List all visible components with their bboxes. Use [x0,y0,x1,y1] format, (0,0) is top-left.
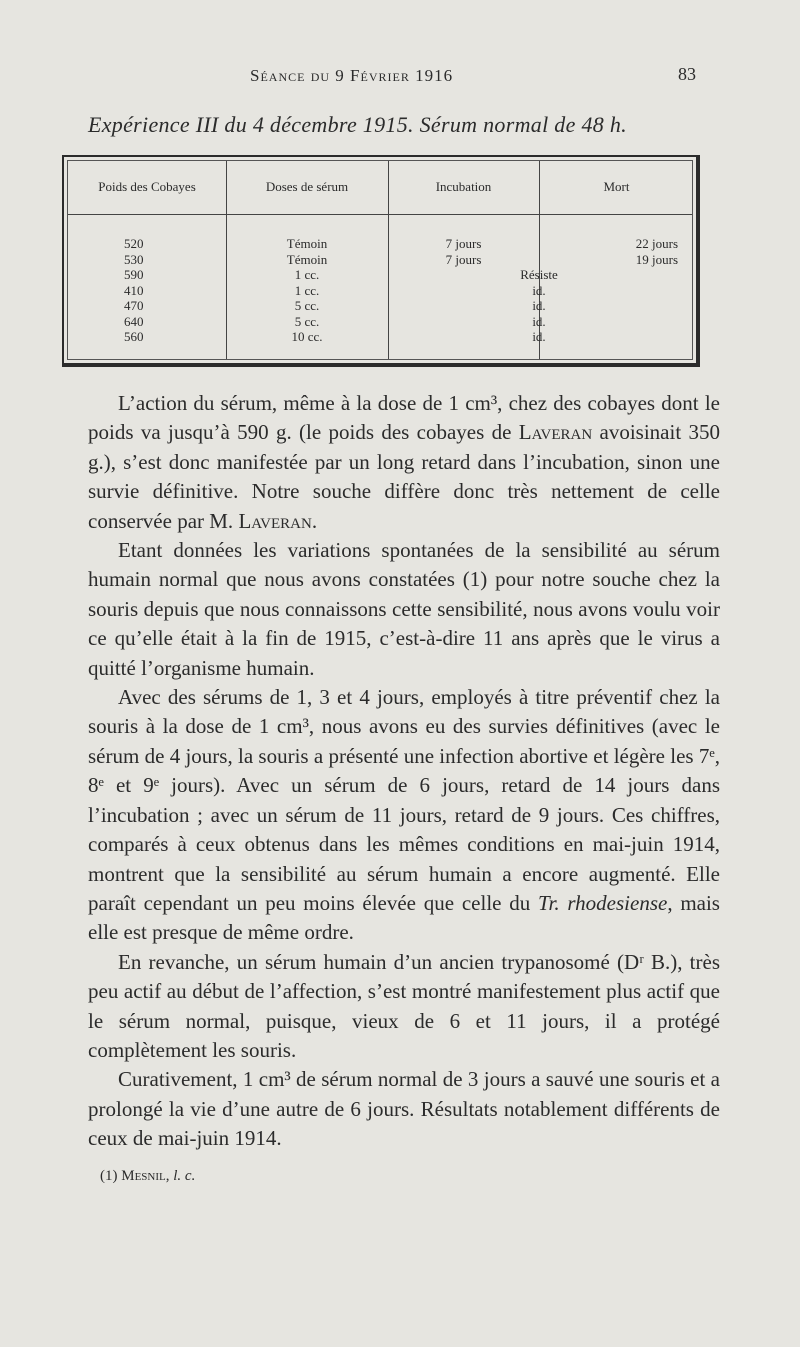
author-name: Laveran [238,508,312,533]
dose-cell: Témoin [286,236,328,251]
species-name: Tr. rhodesiense [538,890,668,915]
footnote [100,1168,195,1185]
paragraph-text: L’action du sérum, même à la dose de 1 cm³, chez des cobayes dont le poids va jusqu’à 590 g. (le poids des cobayes de [88,391,720,445]
dose-column [226,236,388,345]
footnote-author: Mesnil [121,1168,166,1184]
weight-cell: 520 [124,236,144,251]
dose-cell: 1 cc. [294,282,320,298]
weight-cell: 470 [124,298,144,313]
incubation-cell: 7 jours [445,236,482,251]
outcome-cell: Résiste [520,267,558,282]
header-dose: Doses de sérum [265,179,349,194]
paragraph-text: Avec des sérums de 1, 3 et 4 jours, employés à titre préventif chez la souris à la dose de 1 cm³, nous avons eu des survies définitives (avec le sérum de 4 jours, la souris a présenté une infection abortive et légère les 7ᵉ, 8ᵉ et 9ᵉ jours). Avec un sérum de 6 jours, retard de 14 jours dans l’incubation ; avec un sérum de 11 jours, retard de 9 jours. Ces chiffres, comparés à ceux obtenus dans les mêmes conditions en mai-juin 1914, montrent que la sensibilité au sérum humain a encore augmenté. Elle paraît cependant un peu moins élevée que celle du [88,685,720,915]
dose-cell: 5 cc. [294,313,320,329]
outcome-cell: id. [532,282,546,298]
dose-cell: 1 cc. [294,267,320,282]
weight-cell: 530 [124,251,144,267]
experiment-title: Expérience III du 4 décembre 1915. Sérum normal de 48 h. [88,112,627,137]
paragraph-text: , mais elle est presque de même ordre. [88,890,720,945]
dose-cell: 10 cc. [291,329,323,344]
page-number: 83 [678,64,696,84]
paragraph: Etant données les variations spontanées de la sensibilité au sérum humain normal que nous avons constatées (1) pour notre souche chez la souris depuis que nous connaissons cette sensibilité, nous avons voulu voir ce qu’elle était à la fin de 1915, c’est-à-dire 11 ans après que le virus a quitté l’organisme humain. [88,538,720,680]
death-cell: 22 jours [635,236,678,251]
outcome-cell: id. [532,329,546,344]
weight-cell: 640 [124,313,144,329]
header-incubation: Incubation [435,179,492,194]
paragraph: Curativement, 1 cm³ de sérum normal de 3 jours a sauvé une souris et a prolongé la vie d’une autre de 6 jours. Résultats notablement différents de ceux de mai-juin 1914. [88,1067,720,1151]
incubation-cell: 7 jours [445,251,482,267]
outcome-cell: id. [532,298,546,313]
incubation-column [388,236,539,267]
weight-column [124,236,144,345]
dose-cell: Témoin [286,251,328,267]
footnote-sep: , [165,1168,174,1184]
body-text [88,389,720,1154]
running-head: Séance du 9 Février 1916 [250,66,454,85]
outcome-cell: id. [532,313,546,329]
paragraph-text: . [311,508,318,533]
footnote-number: (1) [100,1168,118,1184]
paragraph [88,389,720,536]
paragraph [88,683,720,948]
paragraph-text: avoisinait 350 g.), s’est donc manifestée par un long retard dans l’incubation, sinon une survie définitive. Notre souche diffère donc très nettement de celle conservée par M. [88,420,720,533]
header-weight: Poids des Cobayes [98,179,196,194]
table-inner-frame [67,160,693,360]
header-divider [68,214,692,215]
outcome-column [499,267,579,345]
header-death: Mort [603,179,630,194]
results-table [62,155,700,367]
dose-cell: 5 cc. [294,298,320,313]
death-column [588,236,678,267]
death-cell: 19 jours [635,251,678,267]
weight-cell: 560 [124,329,144,344]
weight-cell: 590 [124,267,144,282]
author-name: Laveran [518,420,593,445]
weight-cell: 410 [124,282,144,298]
footnote-reference: l. c. [173,1168,196,1184]
paragraph: En revanche, un sérum humain d’un ancien trypanosomé (Dʳ B.), très peu actif au début de l’affection, s’est montré manifestement plus actif que le sérum normal, puisque, vieux de 6 et 11 jours, il a protégé complètement les souris. [88,949,720,1062]
